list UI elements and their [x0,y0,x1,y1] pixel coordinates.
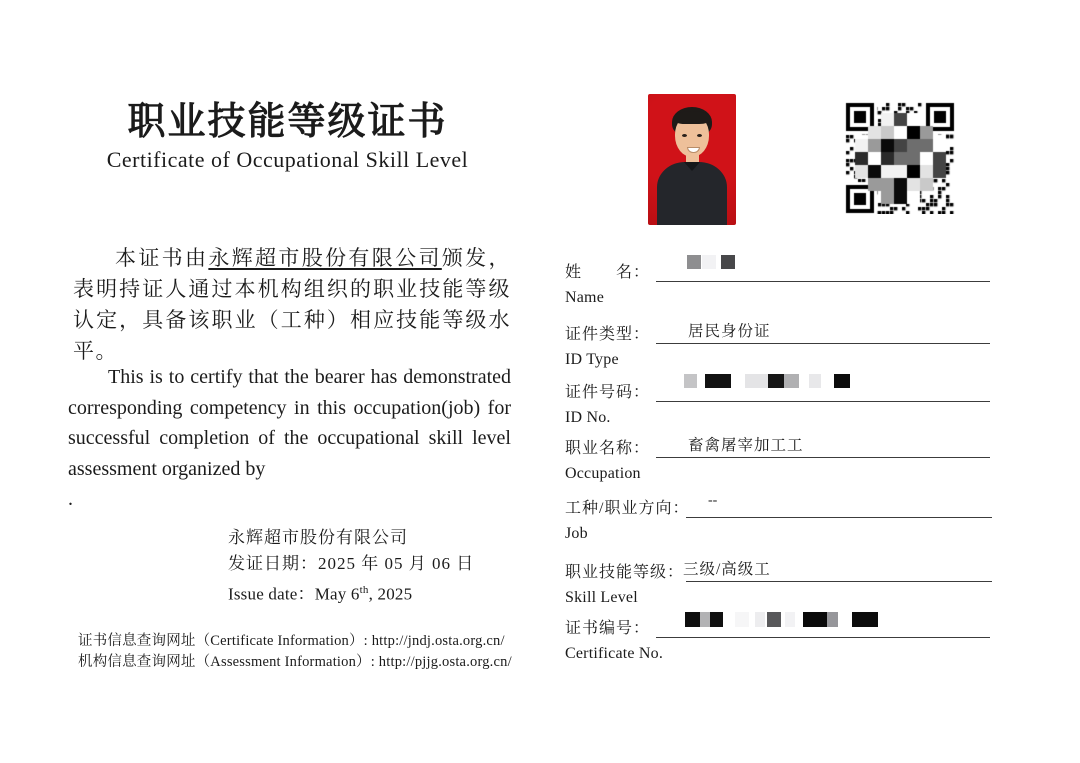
photo-fringe [674,111,710,124]
id-type-value: 居民身份证 [688,323,771,340]
skill-level-label-cn: 职业技能等级： [565,564,685,581]
certificate-body-cn [73,243,511,367]
name-underline [656,281,990,282]
assessment-info-url: 机构信息查询网址（Assessment Information）: http://pjjg.osta.org.cn/ [78,654,512,670]
occupation-value: 畜禽屠宰加工工 [688,437,804,454]
field-row-id-type [560,316,1002,380]
skill-level-value: 三级/高级工 [683,561,771,578]
occupation-underline [656,457,990,458]
certificate-no-label-en: Certificate No. [565,645,664,662]
certificate-no-label-cn: 证书编号： [565,620,651,637]
certificate-info-url: 证书信息查询网址（Certificate Information）: http://jndj.osta.org.cn/ [78,633,505,649]
issue-date-en [228,577,474,608]
field-row-id-no [560,374,1002,438]
id-no-label-cn: 证件号码： [565,384,651,401]
name-label-en: Name [565,289,605,306]
skill-level-underline [686,581,992,582]
body-cn-suffix: 颁发，表明持证人通过本机构组织的职业技能等级认定，具备该职业（工种）相应技能等级水平。 [73,246,511,363]
issuer-company: 永辉超市股份有限公司 [228,528,408,547]
body-en-tail: . [68,488,73,510]
issuer-block [228,525,474,608]
job-label-cn: 工种/职业方向： [565,500,690,517]
issue-date-cn: 发证日期：2025 年 05 月 06 日 [228,554,475,573]
occupation-label-cn: 职业名称： [565,440,651,457]
issue-date-en-suffix: , 2025 [368,584,413,604]
certificate-body-en [68,362,511,515]
body-en-text: This is to certify that the bearer has demonstrated corresponding competency in this occupation(job) for successful completion of the occupational skill level assessment organized by [68,366,511,480]
id-no-underline [656,401,990,402]
holder-photo [648,94,736,225]
photo-eye-left [682,134,687,137]
photo-shirt [657,162,727,225]
field-row-certificate-no [560,610,1002,674]
job-label-en: Job [565,525,588,542]
occupation-label-en: Occupation [565,465,641,482]
field-row-job [560,490,1002,554]
body-cn-prefix: 本证书由 [115,246,209,270]
skill-level-label-en: Skill Level [565,589,638,606]
body-cn-issuer-underlined: 永辉超市股份有限公司 [208,246,442,270]
qr-code [845,102,955,214]
photo-eye-right [697,134,702,137]
id-type-underline [656,343,990,344]
certificate-title-cn: 职业技能等级证书 [127,101,448,143]
certificate-title-en: Certificate of Occupational Skill Level [106,147,469,172]
field-row-occupation [560,430,1002,494]
issue-date-ordinal: th [359,584,369,596]
id-type-label-en: ID Type [565,351,619,368]
query-urls [78,631,512,673]
certificate-no-underline [656,637,990,638]
field-row-name [560,254,1002,318]
id-type-label-cn: 证件类型： [565,326,651,343]
id-no-label-en: ID No. [565,409,611,426]
job-underline [686,517,992,518]
issue-date-en-prefix: Issue date：May 6 [228,584,360,604]
field-row-skill-level [560,554,1002,618]
name-label-cn: 姓 名： [565,264,651,281]
job-value: -- [708,493,718,508]
